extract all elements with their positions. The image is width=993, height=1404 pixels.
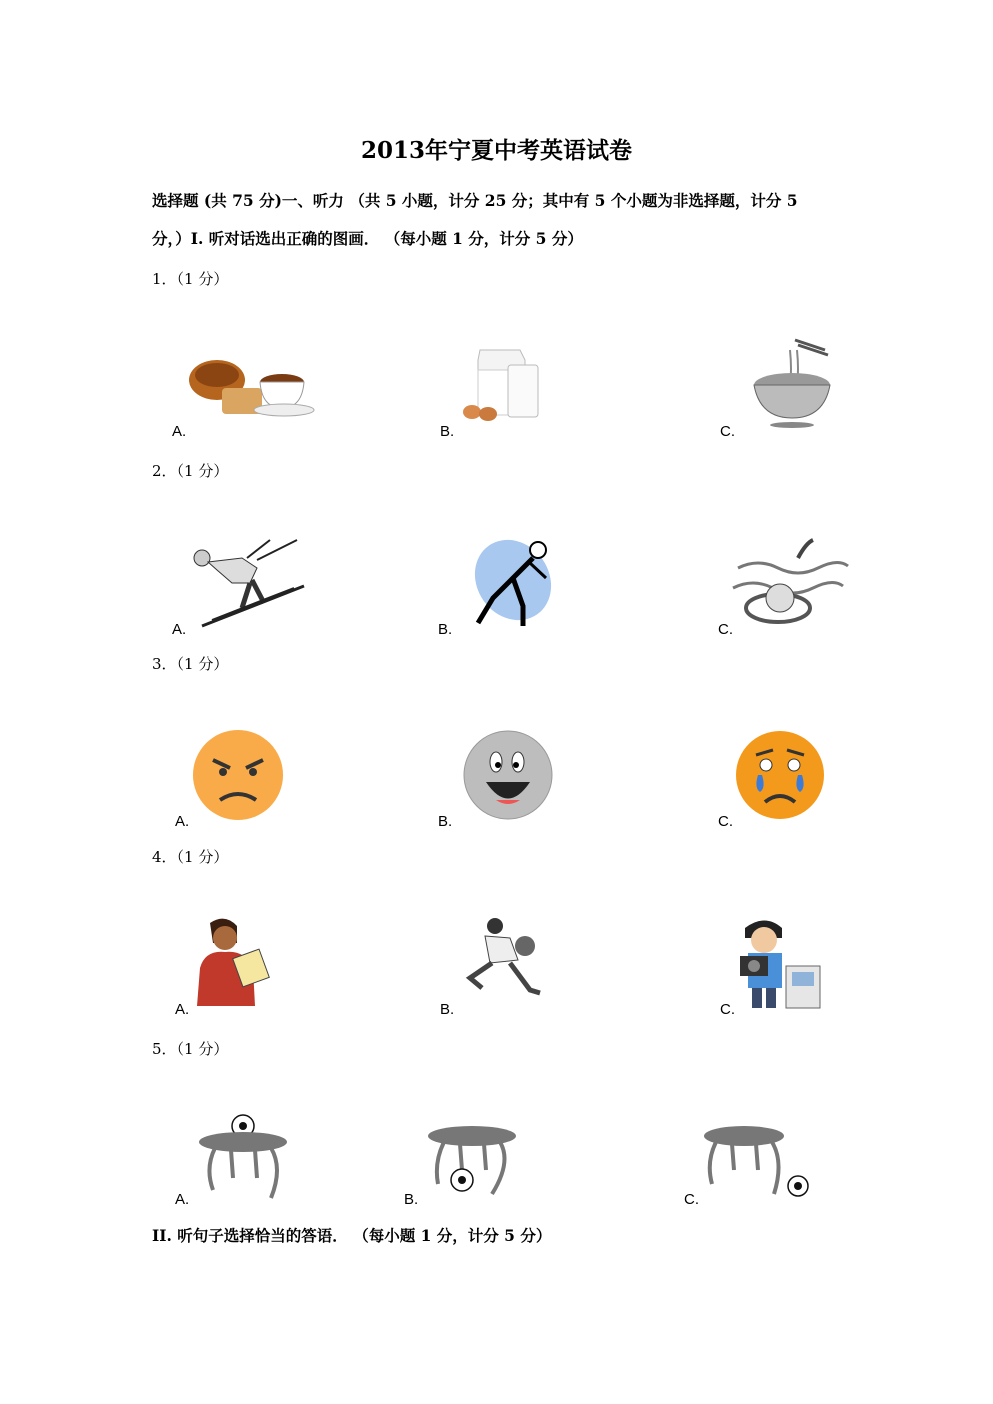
q4-option-a[interactable]: [175, 908, 355, 1018]
q1-option-b[interactable]: [440, 330, 620, 440]
q3-option-c[interactable]: [718, 720, 898, 830]
basketball-player-picture: [440, 908, 590, 1013]
skier-picture: [172, 528, 322, 628]
question-1-number: 1．（1 分）: [152, 270, 229, 288]
q4-option-b[interactable]: [440, 908, 620, 1018]
q1-option-a[interactable]: [172, 330, 352, 440]
q4-option-a-label: A.: [175, 1001, 190, 1018]
q3-option-b-label: B.: [438, 813, 453, 830]
q3-option-c-label: C.: [718, 813, 733, 830]
crying-face-picture: [718, 720, 868, 825]
man-reading-book-picture: [175, 908, 325, 1013]
happy-face-picture: [438, 720, 588, 825]
q2-option-b[interactable]: [438, 528, 618, 638]
question-4-number: 4．（1 分）: [152, 848, 229, 866]
ball-under-table-picture: [404, 1098, 554, 1203]
ball-beside-table-picture: [684, 1098, 834, 1203]
q2-option-a[interactable]: [172, 528, 352, 638]
q2-option-c[interactable]: [718, 528, 898, 638]
question-3-number: 3．（1 分）: [152, 655, 229, 673]
q4-option-b-label: B.: [440, 1001, 455, 1018]
intro-line-2: 分，）I. 听对话选出正确的图画． （每小题 1 分，计分 5 分）: [152, 229, 583, 248]
question-2-number: 2．（1 分）: [152, 462, 229, 480]
q1-option-c[interactable]: [720, 330, 900, 440]
speed-skater-picture: [438, 528, 588, 628]
q3-option-a[interactable]: [175, 720, 355, 830]
q5-option-b[interactable]: [404, 1098, 584, 1208]
q5-option-a-label: A.: [175, 1191, 190, 1208]
question-5-number: 5．（1 分）: [152, 1040, 229, 1058]
q1-option-b-label: B.: [440, 423, 455, 440]
q1-option-c-label: C.: [720, 423, 735, 440]
noodles-bowl-picture: [720, 330, 870, 430]
ball-on-table-picture: [175, 1098, 325, 1203]
q1-option-a-label: A.: [172, 423, 187, 440]
q5-option-a[interactable]: [175, 1098, 355, 1208]
q3-option-b[interactable]: [438, 720, 618, 830]
q4-option-c-label: C.: [720, 1001, 735, 1018]
section-2-heading: II. 听句子选择恰当的答语． （每小题 1 分，计分 5 分）: [152, 1226, 552, 1245]
photographer-picture: [720, 908, 870, 1013]
q5-option-b-label: B.: [404, 1191, 419, 1208]
angry-face-picture: [175, 720, 325, 825]
q2-option-b-label: B.: [438, 621, 453, 638]
milk-and-eggs-picture: [440, 330, 590, 430]
q3-option-a-label: A.: [175, 813, 190, 830]
intro-line-1: 选择题 (共 75 分)一、听力 （共 5 小题，计分 25 分；其中有 5 个小题为非选择题，计分 5: [152, 191, 798, 210]
page-title: 2013年宁夏中考英语试卷: [360, 137, 632, 164]
q2-option-a-label: A.: [172, 621, 187, 638]
swimmer-picture: [718, 528, 868, 628]
q5-option-c[interactable]: [684, 1098, 864, 1208]
q4-option-c[interactable]: [720, 908, 900, 1018]
q5-option-c-label: C.: [684, 1191, 699, 1208]
q2-option-c-label: C.: [718, 621, 733, 638]
bread-and-tea-picture: [172, 330, 322, 430]
